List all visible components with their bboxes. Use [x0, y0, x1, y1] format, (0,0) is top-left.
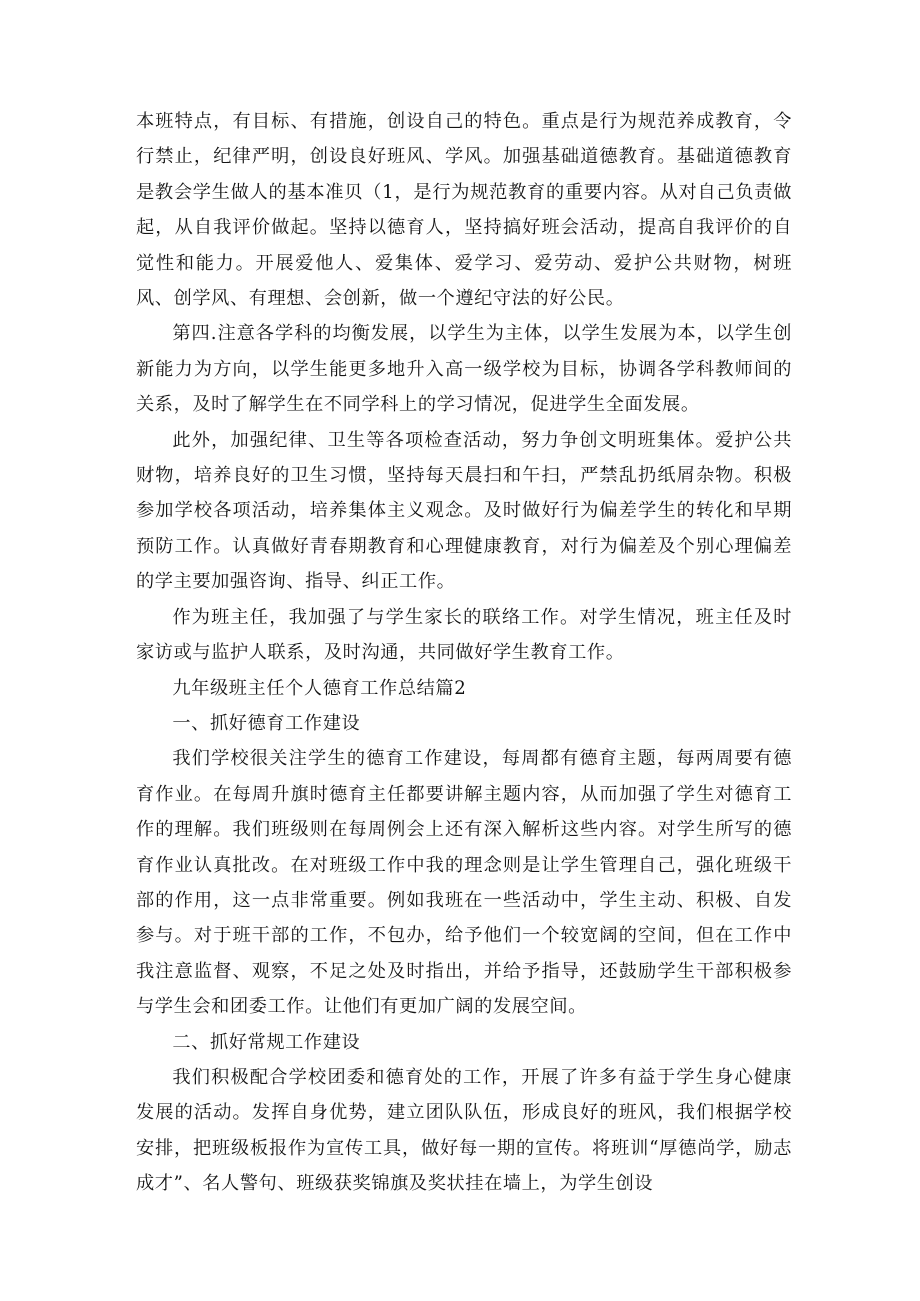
section-title-part-2: 九年级班主任个人德育工作总结篇2 [172, 677, 467, 699]
paragraph-fourth-balanced-development: 第四.注意各学科的均衡发展，以学生为主体，以学生发展为本，以学生创新能力为方向，以学生能更多地升入高一级学校为目标，协调各学科教师间的关系，及时了解学生在不同学科上的学习情况，促进学生全面发展。 [136, 323, 792, 416]
document-page [136, 104, 792, 1202]
subheading-routine-work: 二、抓好常规工作建设 [172, 1031, 361, 1053]
paragraph-moral-education: 我们学校很关注学生的德育工作建设，每周都有德育主题，每两周要有德育作业。在每周升旗时德育主任都要讲解主题内容，从而加强了学生对德育工作的理解。我们班级则在每周例会上还有深入解析这些内容。对学生所写的德育作业认真批改。在对班级工作中我的理念则是让学生管理自己，强化班级干部的作用，这一点非常重要。例如我班在一些活动中，学生主动、积极、自发参与。对于班干部的工作，不包办，给予他们一个较宽阔的空间，但在工作中我注意监督、观察，不足之处及时指出，并给予指导，还鼓励学生干部积极参与学生会和团委工作。让他们有更加广阔的发展空间。 [136, 748, 792, 1018]
subheading-moral-education: 一、抓好德育工作建设 [172, 712, 361, 734]
paragraph-class-features: 本班特点，有目标、有措施，创设自己的特色。重点是行为规范养成教育，令行禁止，纪律严明，创设良好班风、学风。加强基础道德教育。基础道德教育是教会学生做人的基本准贝（1，是行为规范教育的重要内容。从对自己负责做起，从自我评价做起。坚持以德育人，坚持搞好班会活动，提高自我评价的自觉性和能力。开展爱他人、爱集体、爱学习、爱劳动、爱护公共财物，树班风、创学风、有理想、会创新，做一个遵纪守法的好公民。 [136, 111, 792, 310]
paragraph-discipline-hygiene: 此外，加强纪律、卫生等各项检查活动，努力争创文明班集体。爱护公共财物，培养良好的卫生习惯，坚持每天晨扫和午扫，严禁乱扔纸屑杂物。积极参加学校各项活动，培养集体主义观念。及时做好行为偏差学生的转化和早期预防工作。认真做好青春期教育和心理健康教育，对行为偏差及个别心理偏差的学主要加强咨询、指导、纠正工作。 [136, 429, 792, 593]
paragraph-routine-work: 我们积极配合学校团委和德育处的工作，开展了许多有益于学生身心健康发展的活动。发挥自身优势，建立团队队伍，形成良好的班风，我们根据学校安排，把班级板报作为宣传工具，做好每一期的宣传。将班训“厚德尚学，励志成才”、名人警句、班级获奖锦旗及奖状挂在墙上，为学生创设 [136, 1066, 792, 1195]
paragraph-parent-contact: 作为班主任，我加强了与学生家长的联络工作。对学生情况，班主任及时家访或与监护人联系，及时沟通，共同做好学生教育工作。 [136, 606, 792, 664]
